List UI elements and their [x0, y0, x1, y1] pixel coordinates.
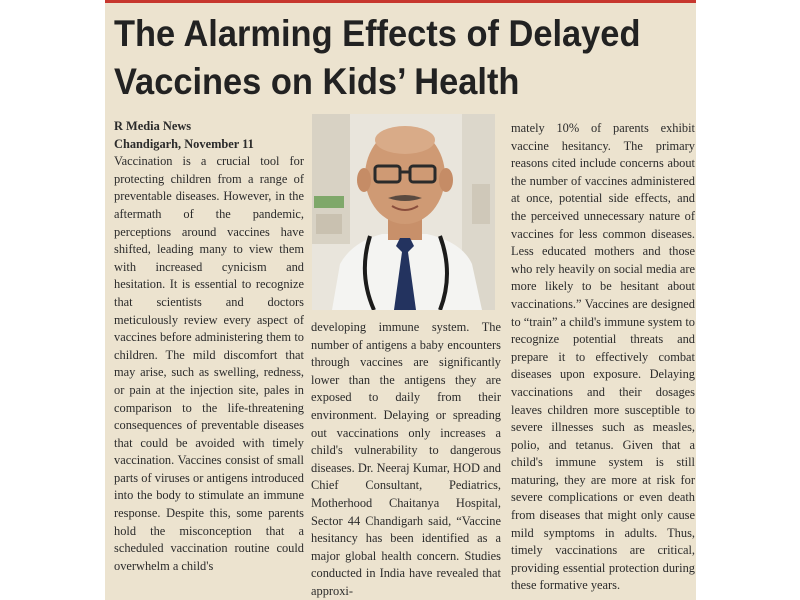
article-column-1	[114, 118, 304, 575]
source-byline: R Media News	[114, 119, 192, 133]
column-1-text: Vaccination is a crucial tool for protecting children from a range of preventable diseases. However, in the aftermath of the pandemic, perceptions around vaccines have shifted, leading many to view them with increased cynicism and hesitation. It is essential to recognize that scientists and doctors meticulously review every aspect of vaccines before administering them to children. The mild discomfort that may arise, such as swelling, redness, or pain at the injection site, pales in comparison to the life-threatening consequences of preventable diseases that could be avoided with timely vaccination. Vaccines consist of small parts of viruses or antigens introduced into the body to stimulate an immune response. Despite this, some parents hold the misconception that a scheduled vaccination routine could overwhelm a child's	[114, 154, 304, 573]
headline-line-2: Vaccines on Kids’ Health	[114, 61, 520, 102]
newspaper-clipping	[105, 0, 696, 600]
article-column-3	[511, 120, 695, 595]
doctor-photo	[312, 114, 495, 310]
column-3-text: mately 10% of parents exhibit vaccine hesitancy. The primary reasons cited include concerns about the number of vaccines administered at once, potential side effects, and the perceived unnecessary nature of vaccines for less common diseases. Less educated mothers and those who rely heavily on social media are more likely to be hesitant about vaccinations.” Vaccines are designed to “train” a child's immune system to recognize potential threats and prepare it to effectively combat diseases upon exposure. Delaying vaccinations and their dosages leaves children more susceptible to severe illnesses such as measles, polio, and tetanus. Given that a child's immune system is still maturing, they are more at risk for severe complications or even death from diseases that might only cause mild symptoms in adults. Thus, timely vaccinations are critical, providing essential protection during these formative years.	[511, 121, 695, 593]
dateline: Chandigarh, November 11	[114, 136, 254, 151]
top-rule	[105, 0, 696, 3]
column-2-text: developing immune system. The number of antigens a baby encounters through vaccines are significantly lower than the antigens they are exposed to daily from their environment. Delaying or spreading out vaccinations only increases a child's vulnerability to dangerous diseases. Dr. Neeraj Kumar, HOD and Chief Consultant, Pediatrics, Motherhood Chaitanya Hospital, Sector 44 Chandigarh said, “Vaccine hesitancy has been identified as a major global health concern. Studies conducted in India have revealed that approxi-	[311, 320, 501, 598]
doctor-portrait-image	[312, 114, 495, 310]
article-column-2	[311, 319, 501, 600]
headline	[114, 10, 653, 106]
headline-line-1: The Alarming Effects of Delayed	[114, 13, 641, 54]
